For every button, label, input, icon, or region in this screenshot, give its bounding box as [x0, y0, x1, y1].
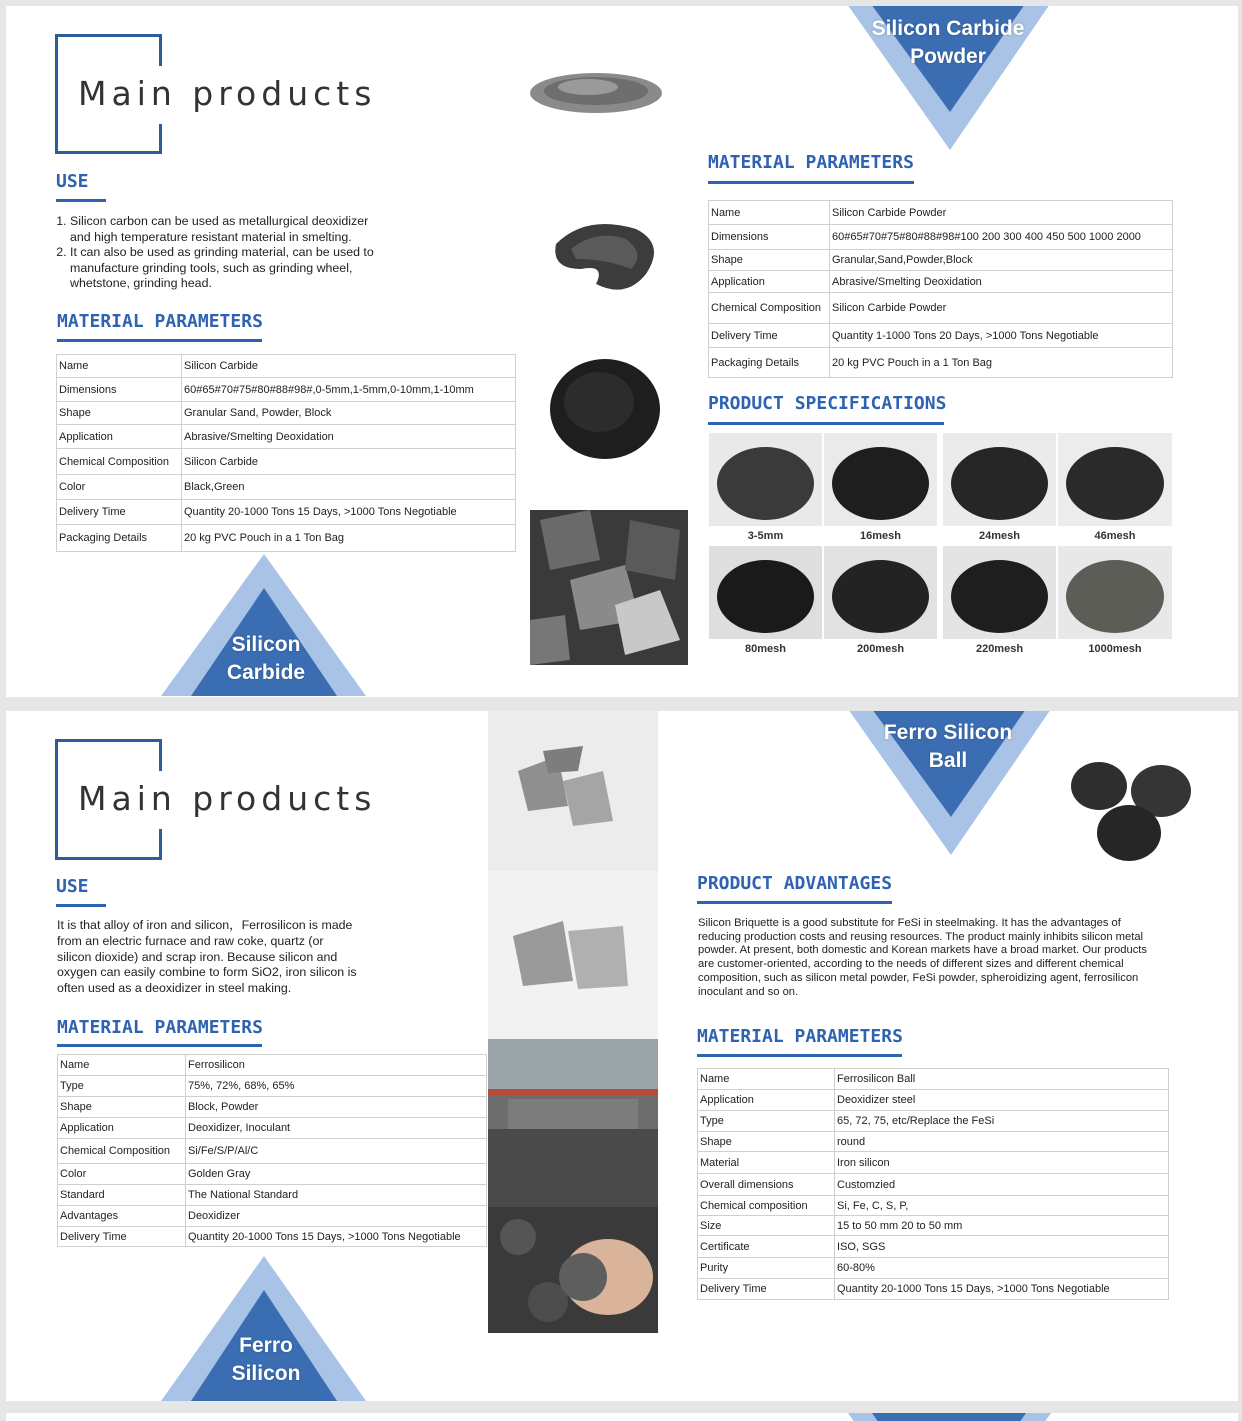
param-label-cell: Advantages: [58, 1206, 186, 1227]
table-row: [709, 201, 1173, 225]
param-label-cell: Shape: [709, 250, 830, 271]
spec-caption: 24mesh: [979, 530, 1020, 542]
table-row: [57, 525, 516, 552]
use-heading: USE: [56, 171, 89, 192]
ferrosilicon-balls-hand-image: [488, 1207, 658, 1333]
table-row: [709, 225, 1173, 250]
use-item: 1. Silicon carbon can be used as metallurgical deoxidizer and high temperature resistant material in smelting.: [70, 214, 386, 245]
param-label-cell: Overall dimensions: [698, 1174, 835, 1196]
page-ferro-silicon: [6, 711, 1238, 1401]
param-label-cell: Purity: [698, 1258, 835, 1279]
param-value-cell: Ferrosilicon Ball: [835, 1069, 1169, 1090]
param-label-cell: Chemical Composition: [709, 293, 830, 324]
spec-caption: 46mesh: [1094, 530, 1136, 542]
spec-sample-image: [943, 433, 1056, 526]
param-label-cell: Packaging Details: [57, 525, 182, 552]
param-label-cell: Certificate: [698, 1236, 835, 1258]
param-value-cell: Silicon Carbide: [182, 449, 516, 475]
material-parameters-underline: [57, 1044, 262, 1047]
spec-sample-image: [824, 546, 937, 639]
triangle-badge-top: [848, 1413, 1053, 1421]
triangle-label-bottom: Ferro Silicon: [231, 1334, 301, 1385]
param-label-cell: Material: [698, 1152, 835, 1174]
table-row: [698, 1152, 1169, 1174]
title-frame-top: [55, 34, 162, 37]
material-parameters-table: [708, 200, 1173, 378]
param-label-cell: Application: [58, 1118, 186, 1139]
use-underline: [56, 904, 106, 907]
param-value-cell: Silicon Carbide: [182, 355, 516, 378]
param-label-cell: Type: [58, 1076, 186, 1097]
param-value-cell: 65, 72, 75, etc/Replace the FeSi: [835, 1111, 1169, 1132]
param-value-cell: Golden Gray: [186, 1164, 487, 1185]
table-row: [58, 1227, 487, 1247]
page-title: Main products: [78, 779, 377, 818]
param-value-cell: 20 kg PVC Pouch in a 1 Ton Bag: [830, 348, 1173, 378]
material-parameters-heading: MATERIAL PARAMETERS: [708, 152, 914, 173]
material-parameters-table: [56, 354, 516, 552]
param-value-cell: The National Standard: [186, 1185, 487, 1206]
title-frame-left: [55, 739, 58, 860]
param-label-cell: Application: [57, 425, 182, 449]
factory-warehouse-image: [488, 1039, 658, 1207]
table-row: [698, 1132, 1169, 1152]
triangle-label-top: Ferro Silicon Ball: [883, 721, 1013, 772]
table-row: [58, 1185, 487, 1206]
param-label-cell: Name: [709, 201, 830, 225]
ferrosilicon-blocks-image: [488, 871, 658, 1039]
param-value-cell: 60#65#70#75#80#88#98#,0-5mm,1-5mm,0-10mm,1-10mm: [182, 378, 516, 402]
table-row: [698, 1258, 1169, 1279]
param-label-cell: Name: [58, 1055, 186, 1076]
param-label-cell: Application: [709, 271, 830, 293]
param-value-cell: Granular,Sand,Powder,Block: [830, 250, 1173, 271]
product-advantages-paragraph: Silicon Briquette is a good substitute for FeSi in steelmaking. It has the advantages of reducing production costs and reusing resources. The product mainly inhibits silicon metal powder. At present, both domestic and Korean markets have a broad market. Our products are customer-oriented, according to the needs of different sizes and different chemical composition, such as silicon metal powder, FeSi powder, spheroidizing agent, ferrosilicon inoculant and so on.: [698, 917, 1147, 998]
table-row: [57, 378, 516, 402]
param-label-cell: Packaging Details: [709, 348, 830, 378]
table-row: [709, 348, 1173, 378]
table-row: [698, 1174, 1169, 1196]
param-value-cell: 75%, 72%, 68%, 65%: [186, 1076, 487, 1097]
spec-sample-image: [1058, 546, 1172, 639]
param-label-cell: Delivery Time: [57, 500, 182, 525]
title-frame-left: [55, 34, 58, 153]
param-value-cell: Silicon Carbide Powder: [830, 293, 1173, 324]
table-row: [57, 449, 516, 475]
param-value-cell: Deoxidizer steel: [835, 1090, 1169, 1111]
title-frame-bottom: [55, 857, 162, 860]
param-value-cell: Quantity 20-1000 Tons 15 Days, >1000 Tons Negotiable: [182, 500, 516, 525]
page-silicon-carbide: [6, 6, 1238, 697]
use-list: [56, 214, 386, 292]
title-frame-top: [55, 739, 162, 742]
param-value-cell: 20 kg PVC Pouch in a 1 Ton Bag: [182, 525, 516, 552]
silicon-carbide-blocks-image: [530, 510, 688, 665]
param-label-cell: Dimensions: [57, 378, 182, 402]
spec-sample-image: [709, 433, 822, 526]
param-value-cell: Quantity 20-1000 Tons 15 Days, >1000 Tons Negotiable: [835, 1279, 1169, 1300]
spec-caption: 80mesh: [745, 643, 786, 655]
triangle-label-top: Silicon Carbide Powder: [871, 17, 1025, 68]
param-label-cell: Chemical Composition: [57, 449, 182, 475]
param-value-cell: Black,Green: [182, 475, 516, 500]
table-row: [58, 1055, 487, 1076]
param-value-cell: Iron silicon: [835, 1152, 1169, 1174]
title-frame-right-bottom: [159, 124, 162, 154]
table-row: [58, 1118, 487, 1139]
spec-sample-image: [824, 433, 937, 526]
table-row: [698, 1111, 1169, 1132]
ferrosilicon-ball-image: [1051, 731, 1211, 896]
table-row: [58, 1164, 487, 1185]
param-label-cell: Type: [698, 1111, 835, 1132]
spec-sample-image: [1058, 433, 1172, 526]
spec-caption: 1000mesh: [1088, 643, 1142, 655]
param-value-cell: Quantity 20-1000 Tons 15 Days, >1000 Tons Negotiable: [186, 1227, 487, 1247]
product-advantages-heading: PRODUCT ADVANTAGES: [697, 873, 893, 894]
table-row: [57, 402, 516, 425]
material-parameters-table: [697, 1068, 1169, 1300]
product-specifications-heading: PRODUCT SPECIFICATIONS: [708, 393, 947, 414]
table-row: [58, 1206, 487, 1227]
param-label-cell: Application: [698, 1090, 835, 1111]
table-row: [57, 355, 516, 378]
param-label-cell: Shape: [698, 1132, 835, 1152]
material-parameters-table: [57, 1054, 487, 1247]
param-value-cell: Silicon Carbide Powder: [830, 201, 1173, 225]
param-value-cell: round: [835, 1132, 1169, 1152]
use-item: 2. It can also be used as grinding material, can be used to manufacture grinding tools, such as grinding wheel, whetstone, grinding head.: [70, 245, 386, 292]
silicon-carbide-granules-image: [528, 61, 668, 121]
triangle-label-bottom: Silicon Carbide: [226, 633, 306, 684]
spec-caption: 200mesh: [856, 643, 905, 655]
param-value-cell: 60#65#70#75#80#88#98#100 200 300 400 450 500 1000 2000: [830, 225, 1173, 250]
table-row: [698, 1196, 1169, 1216]
table-row: [57, 475, 516, 500]
param-value-cell: Ferrosilicon: [186, 1055, 487, 1076]
param-label-cell: Shape: [58, 1097, 186, 1118]
param-label-cell: Delivery Time: [698, 1279, 835, 1300]
material-parameters-underline: [708, 181, 914, 184]
table-row: [57, 425, 516, 449]
table-row: [709, 271, 1173, 293]
silicon-carbide-grit-image: [546, 214, 666, 304]
table-row: [58, 1076, 487, 1097]
title-frame-right-top: [159, 34, 162, 66]
product-specifications-underline: [708, 422, 944, 425]
param-value-cell: Deoxidizer, Inoculant: [186, 1118, 487, 1139]
param-value-cell: Granular Sand, Powder, Block: [182, 402, 516, 425]
param-value-cell: Quantity 1-1000 Tons 20 Days, >1000 Tons Negotiable: [830, 324, 1173, 348]
param-value-cell: Abrasive/Smelting Deoxidation: [830, 271, 1173, 293]
param-label-cell: Shape: [57, 402, 182, 425]
spec-sample-image: [943, 546, 1056, 639]
use-paragraph: It is that alloy of iron and silicon，Ferrosilicon is made from an electric furnace and raw coke, quartz (or silicon dioxide) and scrap iron. Because silicon and oxygen can easily combine to form SiO2, iron silicon is often used as a deoxidizer in steel making.: [57, 918, 357, 996]
param-label-cell: Name: [698, 1069, 835, 1090]
table-row: [698, 1279, 1169, 1300]
param-value-cell: 15 to 50 mm 20 to 50 mm: [835, 1216, 1169, 1236]
param-label-cell: Chemical composition: [698, 1196, 835, 1216]
material-parameters-heading: MATERIAL PARAMETERS: [697, 1026, 903, 1047]
material-parameters-heading: MATERIAL PARAMETERS: [57, 311, 263, 332]
param-label-cell: Standard: [58, 1185, 186, 1206]
table-row: [698, 1216, 1169, 1236]
title-frame-bottom: [55, 151, 162, 154]
material-parameters-underline: [697, 1054, 902, 1057]
param-value-cell: Block, Powder: [186, 1097, 487, 1118]
param-label-cell: Name: [57, 355, 182, 378]
page-next-partial: [6, 1413, 1238, 1421]
param-value-cell: Abrasive/Smelting Deoxidation: [182, 425, 516, 449]
param-value-cell: ISO, SGS: [835, 1236, 1169, 1258]
title-frame-right-top: [159, 739, 162, 771]
param-value-cell: Customzied: [835, 1174, 1169, 1196]
param-value-cell: Si/Fe/S/P/Al/C: [186, 1139, 487, 1164]
param-value-cell: 60-80%: [835, 1258, 1169, 1279]
param-value-cell: Deoxidizer: [186, 1206, 487, 1227]
param-label-cell: Size: [698, 1216, 835, 1236]
param-value-cell: Si, Fe, C, S, P,: [835, 1196, 1169, 1216]
table-row: [698, 1090, 1169, 1111]
use-heading: USE: [56, 876, 89, 897]
material-parameters-underline: [57, 339, 262, 342]
table-row: [58, 1139, 487, 1164]
param-label-cell: Dimensions: [709, 225, 830, 250]
table-row: [58, 1097, 487, 1118]
table-row: [698, 1236, 1169, 1258]
table-row: [57, 500, 516, 525]
use-underline: [56, 199, 106, 202]
spec-sample-image: [709, 546, 822, 639]
param-label-cell: Delivery Time: [709, 324, 830, 348]
product-advantages-underline: [697, 901, 892, 904]
spec-caption: 220mesh: [975, 643, 1024, 655]
param-label-cell: Chemical Composition: [58, 1139, 186, 1164]
param-label-cell: Color: [58, 1164, 186, 1185]
silicon-carbide-powder-image: [549, 354, 664, 464]
param-label-cell: Color: [57, 475, 182, 500]
page-title: Main products: [78, 74, 377, 113]
table-row: [709, 293, 1173, 324]
ferrosilicon-lumps-image: [488, 711, 658, 871]
spec-caption: 16mesh: [860, 530, 901, 542]
table-row: [709, 250, 1173, 271]
spec-caption: 3-5mm: [747, 530, 784, 542]
table-row: [709, 324, 1173, 348]
title-frame-right-bottom: [159, 829, 162, 860]
table-row: [698, 1069, 1169, 1090]
param-label-cell: Delivery Time: [58, 1227, 186, 1247]
material-parameters-heading: MATERIAL PARAMETERS: [57, 1017, 263, 1038]
